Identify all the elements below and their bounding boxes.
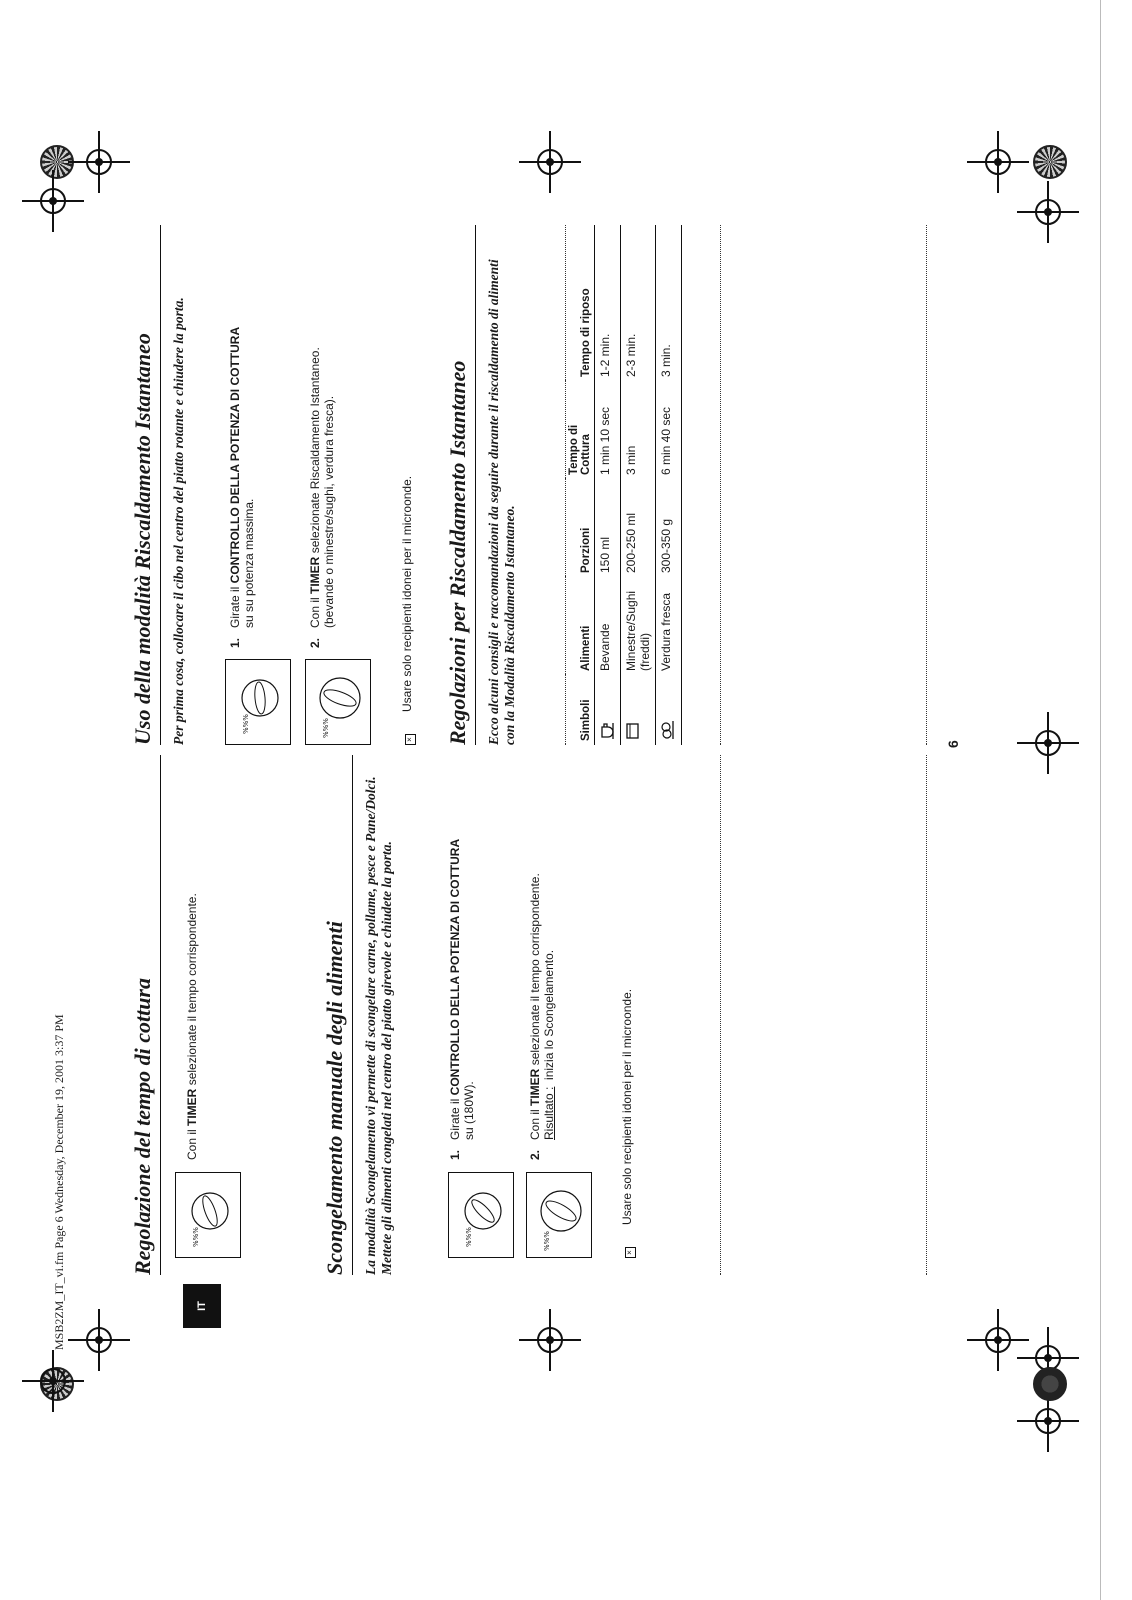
- defrost-step-1: 1.Girate il CONTROLLO DELLA POTENZA DI COTTURA su (180W).: [448, 838, 476, 1160]
- table-cell: 300-350 g: [656, 479, 682, 577]
- language-tab: IT: [183, 1284, 221, 1328]
- bowl-icon: [621, 675, 656, 745]
- vegetables-icon: [656, 675, 682, 745]
- power-dial-illustration: [448, 1172, 514, 1258]
- timer-instruction: Con il TIMER selezionate il tempo corrispondente.: [185, 893, 199, 1160]
- table-cell: 3 min.: [656, 225, 682, 381]
- table-row: [656, 225, 682, 745]
- column-rule: [720, 225, 721, 745]
- section-title: Uso della modalità Riscaldamento Istantaneo: [130, 225, 161, 745]
- timer-dial-illustration: [175, 1172, 241, 1258]
- table-cell: 1-2 min.: [595, 225, 621, 381]
- table-cell: 2-3 min.: [621, 225, 656, 381]
- instant-note: ×Usare solo recipienti idonei per il microonde.: [400, 476, 415, 745]
- file-header: MSB2ZM_IT_vi.fm Page 6 Wednesday, December 19, 2001 3:37 PM: [52, 1014, 66, 1350]
- defrost-note: ×Usare solo recipienti idonei per il microonde.: [620, 989, 635, 1258]
- instant-step-1: 1.Girate il CONTROLLO DELLA POTENZA DI COTTURA su su potenza massima.: [228, 326, 256, 648]
- timer-dial-illustration: [526, 1172, 592, 1258]
- svg-text:%%%: %%%: [322, 718, 330, 738]
- table-row: [595, 225, 621, 745]
- table-header: Simboli: [566, 675, 595, 745]
- defrost-section: [322, 755, 395, 1275]
- table-header: Alimenti: [566, 577, 595, 675]
- section-title: Regolazioni per Riscaldamento Istantaneo: [445, 225, 476, 745]
- instant-heating-table: [565, 225, 682, 745]
- table-cell: Verdura fresca: [656, 577, 682, 675]
- table-cell: Minestre/Sughi (freddi): [621, 577, 656, 675]
- timer-section: [130, 755, 161, 1275]
- column-rule: [926, 225, 927, 745]
- table-header-row: [566, 225, 595, 745]
- settings-intro: Ecco alcuni consigli e raccomandazioni da seguire durante il riscaldamento di alimenti con la Modalità Riscaldamento Istantaneo.: [486, 259, 517, 745]
- table-cell: Bevande: [595, 577, 621, 675]
- section-title: Scongelamento manuale degli alimenti: [322, 755, 353, 1275]
- defrost-intro: La modalità Scongelamento vi permette di scongelare carne, pollame, pesce e Pane/Dolci. Mettete gli alimenti congelati nel centro del piatto girevole e chiudete la porta.: [363, 776, 394, 1275]
- table-header: Porzioni: [566, 479, 595, 577]
- timer-dial-illustration: [305, 659, 371, 745]
- page-number: 6: [945, 740, 961, 748]
- defrost-step-2: 2.Con il TIMER selezionate il tempo corrispondente. Risultato : inizia lo Scongelamento.: [528, 873, 556, 1160]
- table-cell: 200-250 ml: [621, 479, 656, 577]
- svg-text:%%%: %%%: [192, 1227, 200, 1247]
- table-header: Tempo di riposo: [566, 225, 595, 381]
- table-header: Tempo di Cottura: [566, 381, 595, 479]
- cup-icon: [595, 675, 621, 745]
- instant-settings-section: [445, 225, 518, 745]
- column-rule: [720, 755, 721, 1275]
- table-cell: 150 ml: [595, 479, 621, 577]
- svg-text:%%%: %%%: [465, 1227, 473, 1247]
- section-title: Regolazione del tempo di cottura: [130, 755, 161, 1275]
- note-icon: ×: [625, 1247, 636, 1258]
- power-dial-illustration: [225, 659, 291, 745]
- table-cell: 6 min 40 sec: [656, 381, 682, 479]
- column-rule: [926, 755, 927, 1275]
- svg-text:%%%: %%%: [242, 714, 250, 734]
- table-cell: 1 min 10 sec: [595, 381, 621, 479]
- svg-text:%%%: %%%: [543, 1231, 551, 1251]
- note-icon: ×: [405, 734, 416, 745]
- instant-intro: Per prima cosa, collocare il cibo nel centro del piatto rotante e chiudere la porta.: [171, 297, 186, 745]
- instant-step-2: 2.Con il TIMER selezionate Riscaldamento Istantaneo. (bevande o minestre/sughi, verdura fresca).: [308, 347, 336, 648]
- table-row: [621, 225, 656, 745]
- instant-heating-section: [130, 225, 187, 745]
- table-cell: 3 min: [621, 381, 656, 479]
